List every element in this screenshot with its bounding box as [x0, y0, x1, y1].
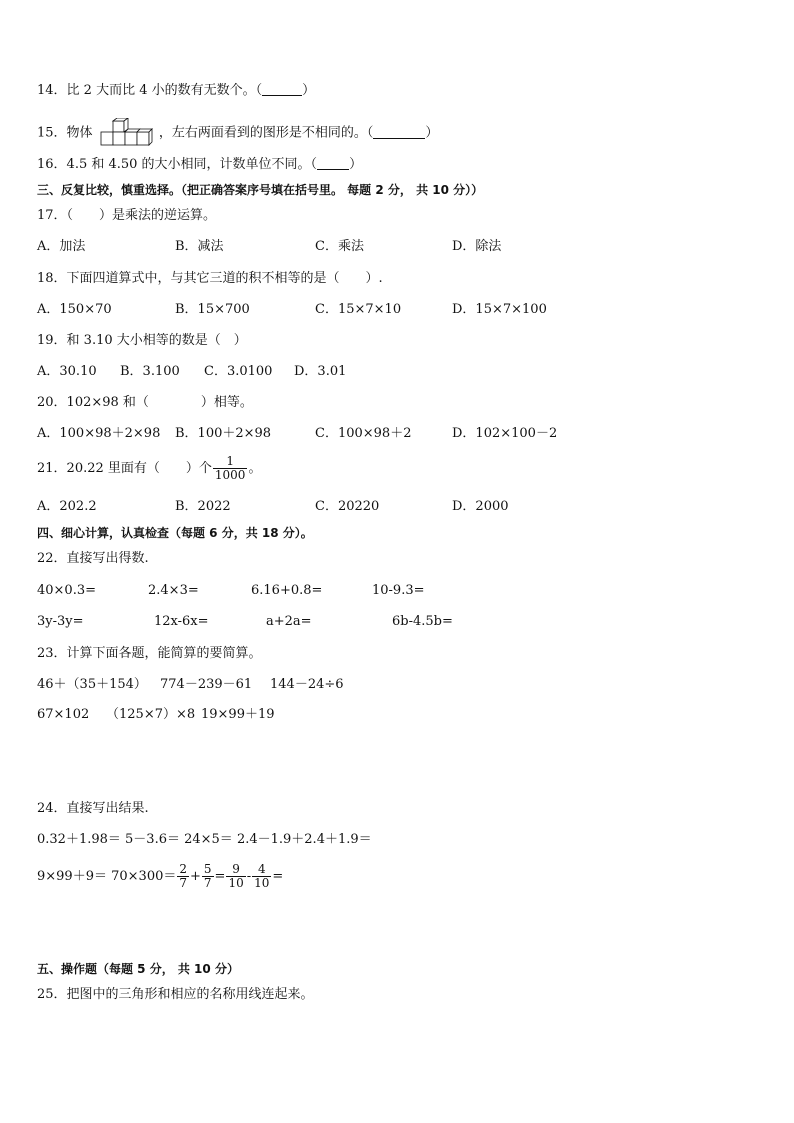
question-21-pre: 21．20.22 里面有（ ）个: [37, 461, 212, 476]
cube-figure-icon: [99, 118, 153, 148]
fraction: [213, 455, 248, 482]
question-18: 18．下面四道算式中，与其它三道的积不相等的是（ ）.: [37, 271, 383, 286]
fraction-numerator: 1: [226, 454, 234, 468]
option-d[interactable]: D．除法: [452, 239, 502, 254]
answer-blank[interactable]: [373, 126, 425, 139]
expression: 67×102: [37, 707, 90, 722]
question-16: [37, 156, 362, 174]
expression-row: 0.32＋1.98＝ 5－3.6＝ 24×5＝ 2.4－1.9＋2.4＋1.9＝: [37, 832, 372, 847]
option-b[interactable]: B．3.100: [120, 364, 180, 379]
option-c[interactable]: C．乘法: [315, 239, 364, 254]
section-5-title: 五、操作题（每题 5 分， 共 10 分）: [37, 962, 239, 976]
answer-blank[interactable]: [262, 83, 302, 96]
option-a[interactable]: A．100×98＋2×98: [37, 426, 161, 441]
option-d[interactable]: D．15×7×100: [452, 302, 547, 317]
option-b[interactable]: B．2022: [175, 499, 231, 514]
fraction: [252, 863, 271, 890]
expression-row: [37, 860, 283, 894]
question-17: 17．（ ）是乘法的逆运算。: [37, 208, 217, 223]
question-21-post: 。: [248, 461, 262, 476]
expression: 3y-3y=: [37, 614, 84, 629]
paren-close: ）: [425, 125, 439, 141]
question-23: 23．计算下面各题，能简算的要简算。: [37, 646, 262, 661]
expression: 6.16+0.8=: [251, 583, 323, 598]
option-d[interactable]: D．2000: [452, 499, 509, 514]
section-3-title: 三、反复比较，慎重选择。（把正确答案序号填在括号里。 每题 2 分， 共 10 分））: [37, 183, 484, 197]
expression-text: 9×99＋9＝ 70×300＝: [37, 869, 177, 884]
question-25: 25．把图中的三角形和相应的名称用线连起来。: [37, 987, 314, 1002]
question-19: 19．和 3.10 大小相等的数是（ ）: [37, 333, 247, 348]
expression: 46＋（35＋154）: [37, 677, 147, 692]
question-14: [37, 82, 315, 100]
expression: 10-9.3=: [372, 583, 425, 598]
option-b[interactable]: B．15×700: [175, 302, 250, 317]
fraction: [202, 863, 214, 890]
expression: 2.4×3=: [148, 583, 199, 598]
expression: 6b-4.5b=: [392, 614, 453, 629]
option-c[interactable]: C．3.0100: [204, 364, 273, 379]
option-c[interactable]: C．20220: [315, 499, 380, 514]
equals-sign: =: [214, 869, 226, 884]
option-d[interactable]: D．3.01: [294, 364, 347, 379]
question-14-text: 14．比 2 大而比 4 小的数有无数个。（: [37, 83, 263, 98]
equals-sign: =: [272, 869, 284, 884]
option-a[interactable]: A．150×70: [37, 302, 112, 317]
fraction-numerator: 9: [232, 862, 240, 876]
expression: a+2a=: [266, 614, 312, 629]
minus-sign: -: [246, 869, 252, 884]
question-20: 20．102×98 和（ ）相等。: [37, 395, 253, 410]
answer-blank[interactable]: [317, 157, 349, 170]
option-b[interactable]: B．100＋2×98: [175, 426, 272, 441]
expression: 12x-6x=: [154, 614, 209, 629]
expression: 40×0.3=: [37, 583, 97, 598]
option-d[interactable]: D．102×100－2: [452, 426, 558, 441]
option-c[interactable]: C．100×98＋2: [315, 426, 412, 441]
plus-sign: +: [190, 869, 201, 884]
option-c[interactable]: C．15×7×10: [315, 302, 402, 317]
fraction-denominator: 1000: [214, 468, 246, 482]
fraction: [226, 863, 245, 890]
fraction-denominator: 7: [179, 876, 187, 890]
fraction: [177, 863, 189, 890]
question-15-pre: 15．物体: [37, 125, 93, 141]
question-22: 22．直接写出得数.: [37, 551, 149, 566]
expression: （125×7）×8: [106, 707, 196, 722]
option-a[interactable]: A．加法: [37, 239, 86, 254]
section-4-title: 四、细心计算，认真检查（每题 6 分，共 18 分）。: [37, 526, 313, 540]
question-24: 24．直接写出结果.: [37, 801, 149, 816]
fraction-denominator: 10: [228, 876, 244, 890]
paren-close: ）: [302, 83, 316, 98]
fraction-numerator: 2: [179, 862, 187, 876]
option-a[interactable]: A．202.2: [37, 499, 97, 514]
question-16-text: 16．4.5 和 4.50 的大小相同，计数单位不同。（: [37, 157, 318, 172]
expression: 774－239－61: [160, 677, 253, 692]
expression: 144－24÷6: [270, 677, 344, 692]
fraction-denominator: 7: [203, 876, 212, 890]
fraction-denominator: 10: [254, 876, 270, 890]
fraction-numerator: 5: [203, 862, 212, 876]
option-a[interactable]: A．30.10: [37, 364, 97, 379]
fraction-numerator: 4: [257, 862, 266, 876]
paren-close: ）: [349, 157, 363, 172]
expression: 19×99＋19: [201, 707, 275, 722]
question-15: [37, 118, 438, 148]
option-b[interactable]: B．减法: [175, 239, 224, 254]
question-21: [37, 452, 261, 486]
question-15-post: ，左右两面看到的图形是不相同的。（: [158, 125, 374, 141]
